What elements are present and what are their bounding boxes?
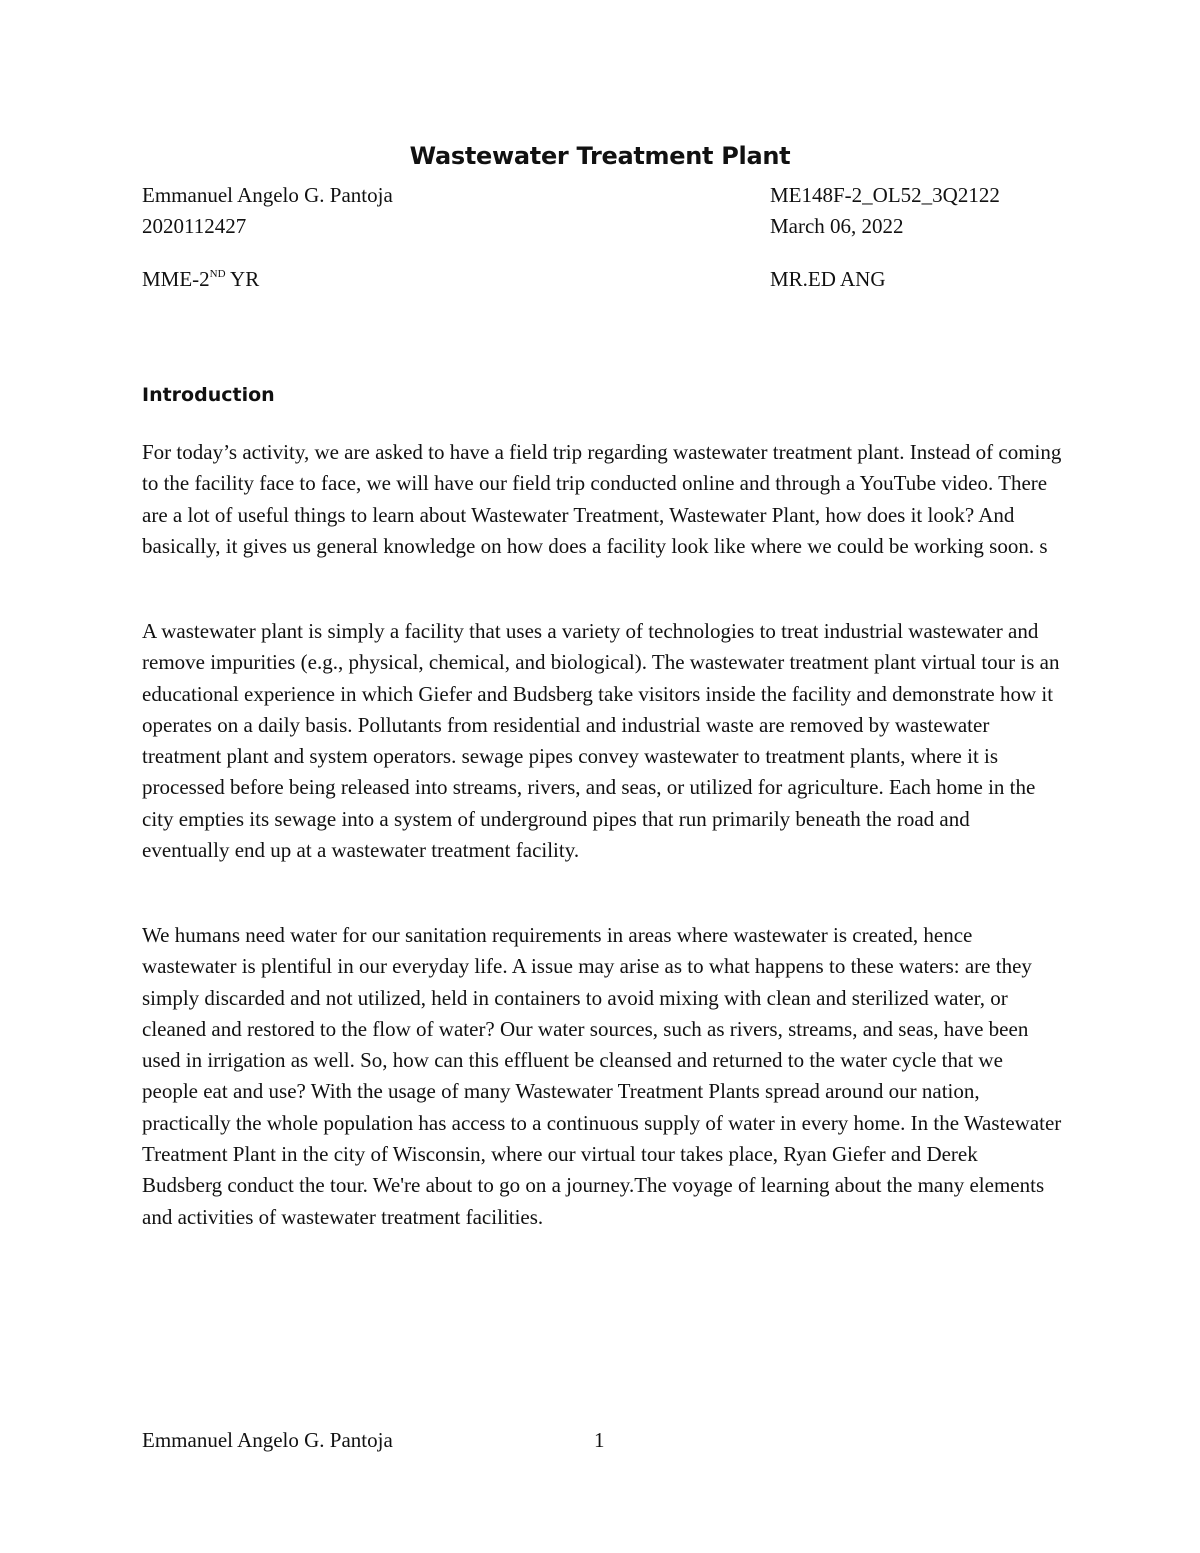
year-level <box>142 264 259 295</box>
year-level-superscript: ND <box>209 268 226 280</box>
paragraph-2: A wastewater plant is simply a facility that uses a variety of technologies to treat industrial wastewater and remove impurities (e.g., physical, chemical, and biological). The wastewater treatment plant virtual tour is an educational experience in which Giefer and Budsberg take visitors inside the facility and demonstrate how it operates on a daily basis. Pollutants from residential and industrial waste are removed by wastewater treatment plant and system operators. sewage pipes convey wastewater to treatment plants, where it is processed before being released into streams, rivers, and seas, or utilized for agriculture. Each home in the city empties its sewage into a system of underground pipes that run primarily beneath the road and eventually end up at a wastewater treatment facility. <box>142 619 1060 863</box>
course-code: ME148F-2_OL52_3Q2122 <box>770 183 1000 207</box>
author-name: Emmanuel Angelo G. Pantoja <box>142 183 393 207</box>
year-level-prefix: MME-2 <box>142 267 210 291</box>
year-level-suffix: YR <box>225 267 260 291</box>
paragraph-1: For today’s activity, we are asked to have a field trip regarding wastewater treatment plant. Instead of coming to the facility face to face, we will have our field trip conducted online and through a YouTube video. There are a lot of useful things to learn about Wastewater Treatment, Wastewater Plant, how does it look? And basically, it gives us general knowledge on how does a facility look like where we could be working soon. s <box>142 440 1062 558</box>
student-number: 2020112427 <box>142 214 247 238</box>
submission-date: March 06, 2022 <box>770 214 904 238</box>
document-title: Wastewater Treatment Plant <box>409 142 791 170</box>
footer-author-name: Emmanuel Angelo G. Pantoja <box>142 1428 393 1452</box>
paragraph-3: We humans need water for our sanitation requirements in areas where wastewater is created, hence wastewater is plentiful in our everyday life. A issue may arise as to what happens to these waters: are they simply discarded and not utilized, held in containers to avoid mixing with clean and sterilized water, or cleaned and restored to the flow of water? Our water sources, such as rivers, streams, and seas, have been used in irrigation as well. So, how can this effluent be cleansed and returned to the water cycle that we people eat and use? With the usage of many Wastewater Treatment Plants spread around our nation, practically the whole population has access to a continuous supply of water in every home. In the Wastewater Treatment Plant in the city of Wisconsin, where our virtual tour takes place, Ryan Giefer and Derek Budsberg conduct the tour. We're about to go on a journey.The voyage of learning about the many elements and activities of wastewater treatment facilities. <box>142 923 1062 1229</box>
instructor-name: MR.ED ANG <box>770 267 886 291</box>
footer-page-number: 1 <box>594 1428 605 1452</box>
section-heading-introduction: Introduction <box>142 384 275 406</box>
